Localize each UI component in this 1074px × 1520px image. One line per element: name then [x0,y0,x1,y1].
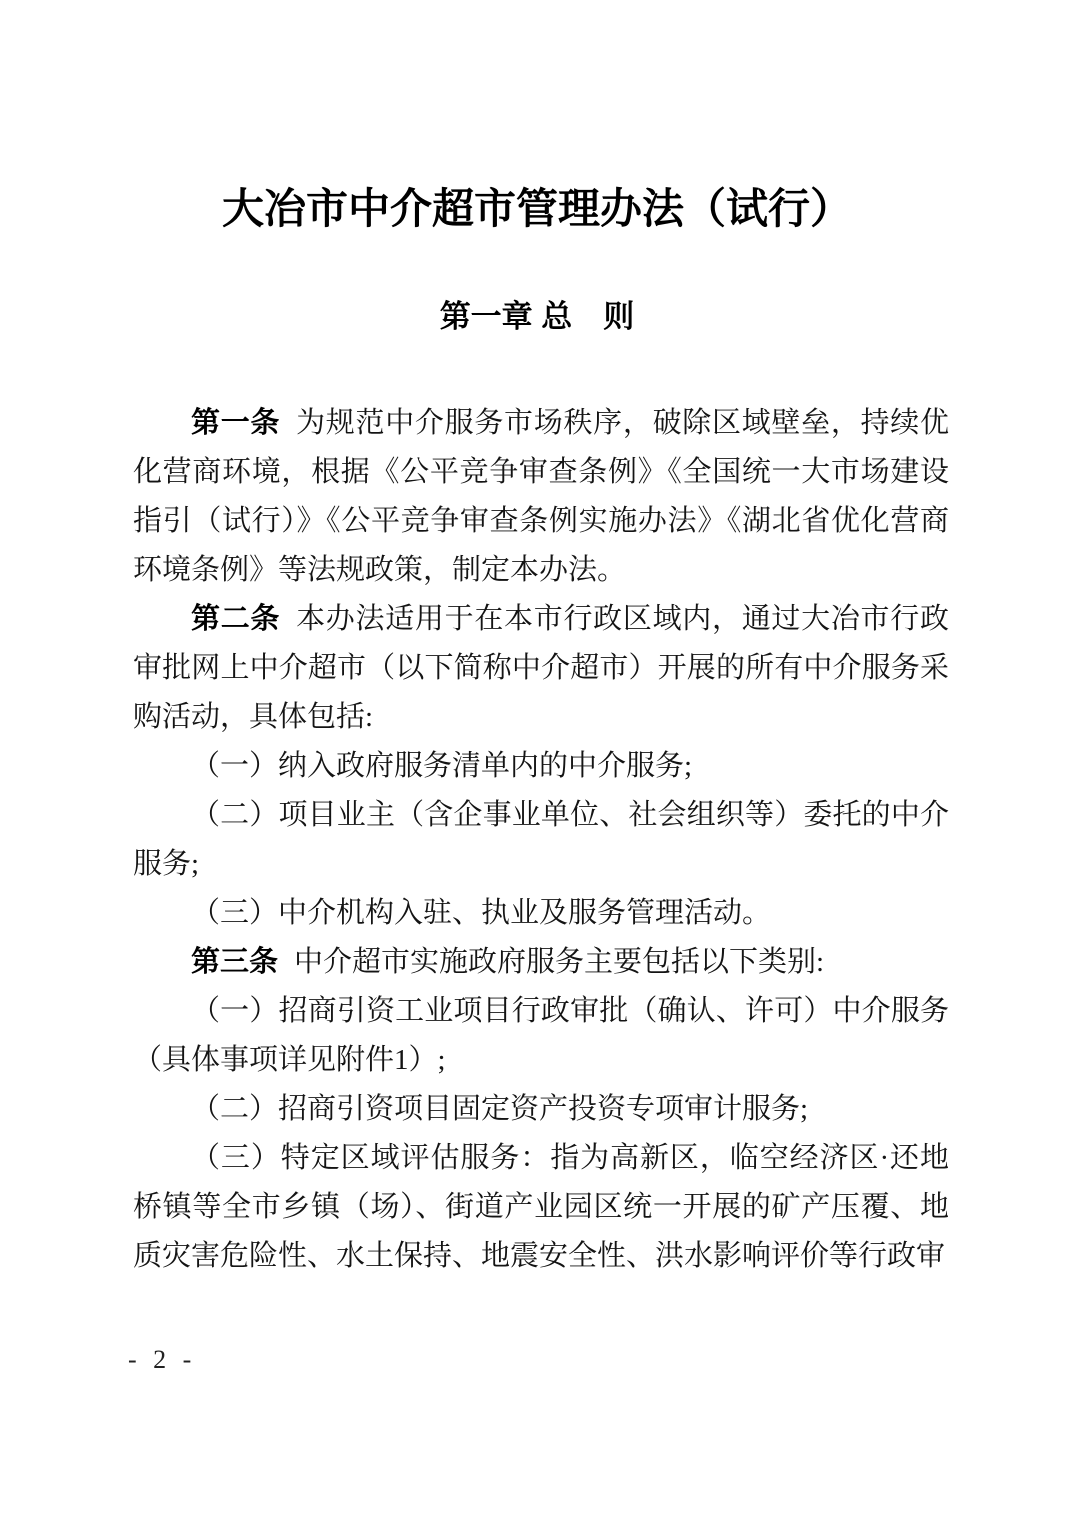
item-paragraph [133,1085,949,1134]
item-paragraph [133,742,949,791]
paragraph-text: （一）纳入政府服务清单内的中介服务; [191,750,693,782]
paragraph-text: （三）特定区域评估服务：指为高新区，临空经济区·还地桥镇等全市乡镇（场）、街道产业园区统一开展的矿产压覆、地质灾害危险性、水土保持、地震安全性、洪水影响评价等行政审 [133,1142,949,1272]
item-paragraph [133,889,949,938]
paragraph-text: （一）招商引资工业项目行政审批（确认、许可）中介服务（具体事项详见附件1）; [133,995,949,1076]
paragraph-text: （二）招商引资项目固定资产投资专项审计服务; [191,1093,809,1125]
paragraph-text: 本办法适用于在本市行政区域内，通过大冶市行政审批网上中介超市（以下简称中介超市）开展的所有中介服务采购活动，具体包括: [133,603,949,733]
article-paragraph [133,399,949,595]
article-number-label: 第三条 [191,946,279,978]
document-title: 大冶市中介超市管理办法（试行） [221,187,852,233]
paragraph-text: 中介超市实施政府服务主要包括以下类别: [293,946,825,978]
item-paragraph [133,791,949,889]
paragraph-text: 为规范中介服务市场秩序，破除区域壁垒，持续优化营商环境，根据《公平竞争审查条例》《全国统一大市场建设指引（试行）》《公平竞争审查条例实施办法》《湖北省优化营商环境条例》等法规政策，制定本办法。 [133,407,949,586]
chapter-heading: 第一章 总 则 [439,299,635,334]
document-body [133,399,949,1281]
paragraph-text: （二）项目业主（含企事业单位、社会组织等）委托的中介服务; [133,799,949,880]
article-paragraph [133,938,949,987]
page-number: - 2 - [128,1345,197,1374]
article-number-label: 第二条 [191,603,281,635]
item-paragraph [133,1134,949,1281]
article-number-label: 第一条 [191,407,281,439]
item-paragraph [133,987,949,1085]
article-paragraph [133,595,949,742]
paragraph-text: （三）中介机构入驻、执业及服务管理活动。 [191,897,772,929]
